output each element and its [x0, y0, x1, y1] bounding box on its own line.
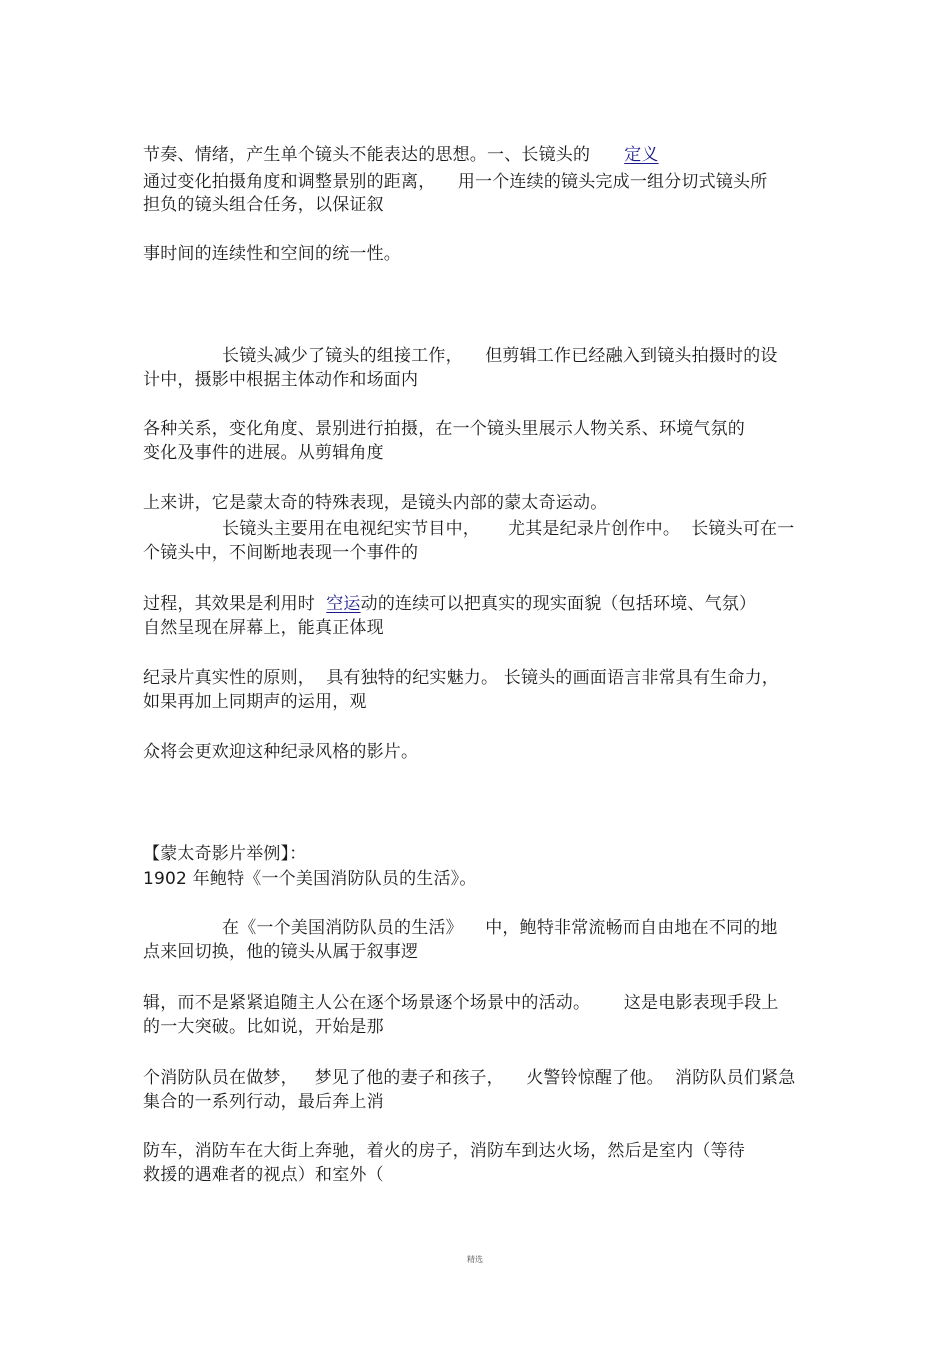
paragraph-3-line-5: 纪录片真实性的原则， 具有独特的纪实魅力。 长镜头的画面语言非常具有生命力， [143, 668, 780, 688]
paragraph-3-line-1: 长镜头主要用在电视纪实节目中， 尤其是纪录片创作中。 长镜头可在一 [222, 519, 795, 539]
text-run: 过程，其效果是利用时 [143, 594, 327, 614]
paragraph-3-line-4: 自然呈现在屏幕上，能真正体现 [143, 618, 384, 638]
paragraph-4-line-2: 点来回切换，他的镜头从属于叙事逻 [143, 942, 419, 962]
paragraph-1-line-2: 通过变化拍摄角度和调整景别的距离， 用一个连续的镜头完成一组分切式镜头所 [143, 172, 768, 192]
paragraph-4-line-5: 个消防队员在做梦， 梦见了他的妻子和孩子， 火警铃惊醒了他。 消防队员们紧急 [143, 1068, 796, 1088]
paragraph-4-line-6: 集合的一系列行动，最后奔上消 [143, 1092, 384, 1112]
kongyun-link[interactable]: 空运 [326, 594, 361, 614]
paragraph-4-line-1: 在《一个美国消防队员的生活》 中，鲍特非常流畅而自由地在不同的地 [222, 918, 778, 938]
text-run: 动的连续可以把真实的现实面貌（包括环境、气氛） [360, 594, 757, 614]
paragraph-4-line-4: 的一大突破。比如说，开始是那 [143, 1017, 384, 1037]
paragraph-2-line-4: 变化及事件的进展。从剪辑角度 [143, 443, 384, 463]
definition-link[interactable]: 定义 [624, 145, 659, 165]
example-film-title: 1902 年鲍特《一个美国消防队员的生活》。 [143, 869, 477, 889]
paragraph-3-line-2: 个镜头中，不间断地表现一个事件的 [143, 543, 419, 563]
paragraph-2-line-2: 计中，摄影中根据主体动作和场面内 [143, 370, 419, 390]
paragraph-3-line-7: 众将会更欢迎这种纪录风格的影片。 [143, 742, 419, 762]
paragraph-4-line-3: 辑，而不是紧紧追随主人公在逐个场景逐个场景中的活动。 这是电影表现手段上 [143, 993, 779, 1013]
paragraph-4-line-8: 救援的遇难者的视点）和室外（ [143, 1165, 384, 1185]
paragraph-2-line-1: 长镜头减少了镜头的组接工作， 但剪辑工作已经融入到镜头拍摄时的设 [222, 346, 778, 366]
paragraph-3-line-3 [143, 594, 756, 614]
paragraph-1-line-1 [143, 145, 659, 165]
example-heading: 【蒙太奇影片举例】： [143, 844, 307, 864]
paragraph-1-line-4: 事时间的连续性和空间的统一性。 [143, 244, 401, 264]
paragraph-2-line-3: 各种关系，变化角度、景别进行拍摄，在一个镜头里展示人物关系、环境气氛的 [143, 419, 745, 439]
text-run: 节奏、情绪，产生单个镜头不能表达的思想。一、长镜头的 [143, 145, 591, 165]
paragraph-1-line-3: 担负的镜头组合任务，以保证叙 [143, 195, 384, 215]
paragraph-2-line-5: 上来讲，它是蒙太奇的特殊表现，是镜头内部的蒙太奇运动。 [143, 493, 608, 513]
paragraph-4-line-7: 防车，消防车在大街上奔驰，着火的房子，消防车到达火场，然后是室内（等待 [143, 1141, 745, 1161]
paragraph-3-line-6: 如果再加上同期声的运用，观 [143, 692, 367, 712]
page-footer-label: 精选 [467, 1255, 483, 1264]
